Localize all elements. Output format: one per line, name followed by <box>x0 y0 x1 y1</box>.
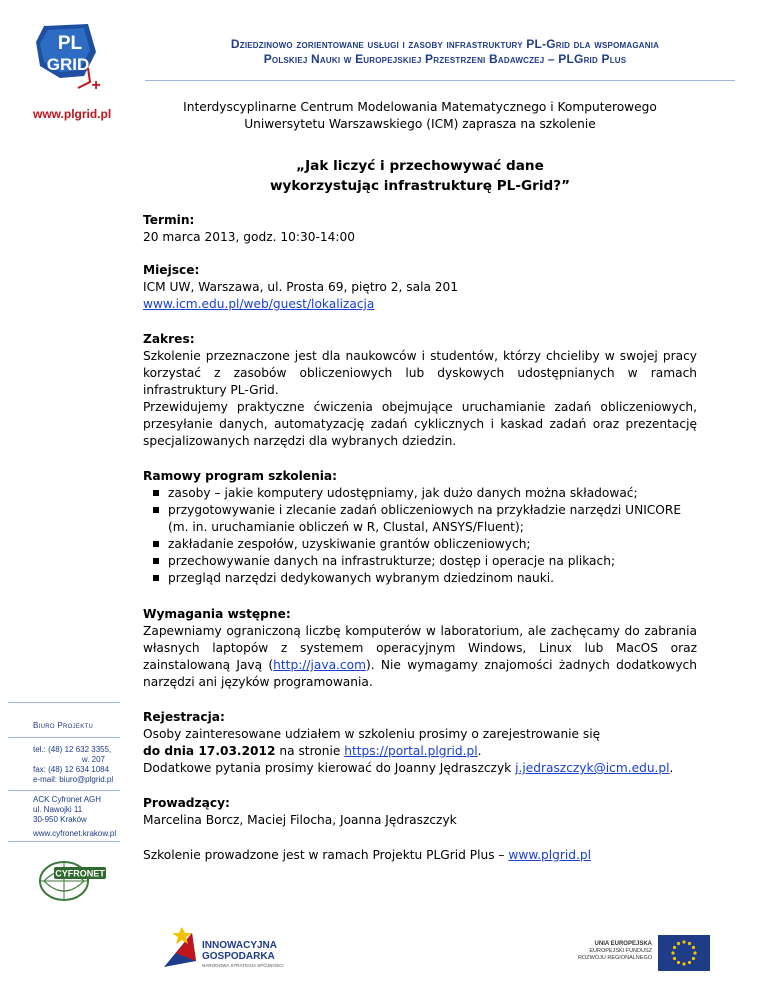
eu-line3: ROZWOJU REGIONALNEGO <box>578 955 652 961</box>
eu-fund-logo <box>570 933 720 975</box>
wymagania-text-part: Zapewniamy ograniczoną liczbę komputerów w laboratorium, ale zachęcamy do zabrania własnych laptopów z systemem operacyjnym Windows, Linux lub MacOS oraz zainstalowaną Javą ( <box>143 624 697 672</box>
site-url[interactable]: www.plgrid.pl <box>33 107 112 121</box>
sidebar-email[interactable]: e-mail: biuro@plgrid.pl <box>33 775 114 784</box>
wymagania-text <box>143 623 697 691</box>
ig-line2: GOSPODARKA <box>202 951 275 962</box>
sidebar-contact <box>33 745 113 785</box>
program-item: zakładanie zespołów, uzyskiwanie grantów obliczeniowych; <box>153 536 697 553</box>
program-label: Ramowy program szkolenia: <box>143 469 338 483</box>
section-zakres <box>143 331 697 450</box>
section-program <box>143 468 697 587</box>
program-list <box>143 485 697 587</box>
ig-line3: NARODOWA STRATEGIA SPÓJNOŚCI <box>202 963 284 968</box>
wymagania-text-part: ). Nie wymagamy znajomości żadnych dodatkowych narzędzi ani języków programowania. <box>143 658 697 689</box>
prowadzacy-value: Marcelina Borcz, Maciej Filocha, Joanna Jędraszczyk <box>143 813 457 827</box>
logo-plus: + <box>91 77 101 94</box>
plgrid-logo <box>30 22 110 98</box>
sidebar-divider <box>8 790 120 791</box>
rejestracja-text-part: Dodatkowe pytania prosimy kierować do Joanny Jędraszczyk <box>143 761 516 775</box>
program-item: zasoby – jakie komputery udostępniamy, jak dużo danych można składować; <box>153 485 697 502</box>
eu-text <box>570 941 652 962</box>
rejestracja-text-part: . <box>477 744 482 758</box>
sidebar-street: ul. Nawojki 11 <box>33 805 83 814</box>
rejestracja-line2 <box>143 743 697 760</box>
sidebar-divider <box>8 841 120 842</box>
portal-link[interactable]: https://portal.plgrid.pl <box>344 744 478 758</box>
rejestracja-label: Rejestracja: <box>143 710 225 724</box>
termin-label: Termin: <box>143 213 195 227</box>
sidebar-city: 30-950 Kraków <box>33 815 87 824</box>
cyfronet-logo <box>36 857 110 903</box>
program-item: przechowywanie danych na infrastrukturze; dostęp i operacje na plikach; <box>153 553 697 570</box>
footer-note-text: Szkolenie prowadzone jest w ramach Projektu PLGrid Plus – <box>143 848 509 862</box>
section-wymagania <box>143 606 697 691</box>
ig-line1: INNOWACYJNA <box>202 940 278 951</box>
logo-text-pl: PL <box>57 33 83 54</box>
sidebar-address <box>33 795 101 825</box>
sidebar-fax: fax: (48) 12 634 1084 <box>33 765 110 774</box>
wymagania-label: Wymagania wstępne: <box>143 607 291 621</box>
miejsce-label: Miejsce: <box>143 263 200 277</box>
section-rejestracja <box>143 709 697 777</box>
zakres-label: Zakres: <box>143 332 195 346</box>
eu-line1: UNIA EUROPEJSKA <box>594 941 652 947</box>
plgrid-link[interactable]: www.plgrid.pl <box>508 848 592 862</box>
zakres-para2: Przewidujemy praktyczne ćwiczenia obejmujące uruchamianie zadań obliczeniowych, przesyłanie danych, automatyzację zadań cyklicznych i kaskad zadań oraz prezentację specjalizowanych narzędzi dla wybranych dziedzin. <box>143 400 697 448</box>
location-link[interactable]: www.icm.edu.pl/web/guest/lokalizacja <box>143 297 375 311</box>
email-link[interactable]: j.jedraszczyk@icm.edu.pl <box>515 761 670 775</box>
logo-text-grid: GRID <box>46 55 90 74</box>
program-item: przegląd narzędzi dedykowanych wybranym dziedzinom nauki. <box>153 570 697 587</box>
section-termin <box>143 212 697 246</box>
event-title <box>143 156 697 196</box>
header-title-line2: Polskiej Nauki w Europejskiej Przestrzeni Badawczej – PLGrid Plus <box>263 52 627 66</box>
intro-line2: Uniwersytetu Warszawskiego (ICM) zaprasza na szkolenie <box>244 117 596 131</box>
sidebar-ext: w. 207 <box>81 755 105 764</box>
sidebar-title: Biuro Projektu <box>33 721 94 730</box>
zakres-para1: Szkolenie przeznaczone jest dla naukowców i studentów, którzy chcieliby w swojej pracy korzystać z zasobów obliczeniowych lub dyskowych udostępnianych w ramach infrastruktury PL-Grid. <box>143 349 697 397</box>
registration-deadline: do dnia 17.03.2012 <box>143 744 276 758</box>
cyfronet-logo-text: CYFRONET <box>55 868 105 879</box>
sidebar-web[interactable]: www.cyfronet.krakow.pl <box>33 829 117 838</box>
header-title <box>150 37 740 67</box>
header-title-line1: Dziedzinowo zorientowane usługi i zasoby infrastruktury PL-Grid dla wspomagania <box>230 37 660 51</box>
rejestracja-text-part: . <box>669 761 674 775</box>
eu-line2: EUROPEJSKI FUNDUSZ <box>589 948 652 954</box>
termin-value: 20 marca 2013, godz. 10:30-14:00 <box>143 230 355 244</box>
eu-flag-icon <box>658 935 710 971</box>
sidebar-org: ACK Cyfronet AGH <box>33 795 102 804</box>
intro-line1: Interdyscyplinarne Centrum Modelowania Matematycznego i Komputerowego <box>183 100 657 114</box>
section-miejsce <box>143 262 697 313</box>
innowacyjna-gospodarka-logo <box>162 923 297 973</box>
rejestracja-line3 <box>143 760 697 777</box>
section-prowadzacy <box>143 795 697 829</box>
sidebar-divider <box>8 737 120 738</box>
rejestracja-text-part: na stronie <box>275 744 345 758</box>
sidebar-divider <box>8 702 120 703</box>
program-item: przygotowywanie i zlecanie zadań obliczeniowych na przykładzie narzędzi UNICORE (m. in. uruchamianie obliczeń w R, Clustal, ANSYS/Fluent); <box>153 502 697 536</box>
event-title-line1: „Jak liczyć i przechowywać dane <box>296 158 544 174</box>
sidebar-tel: tel.: (48) 12 632 3355, <box>33 745 112 754</box>
prowadzacy-label: Prowadzący: <box>143 796 230 810</box>
intro <box>143 99 697 133</box>
miejsce-value: ICM UW, Warszawa, ul. Prosta 69, piętro 2, sala 201 <box>143 280 459 294</box>
rejestracja-line1: Osoby zainteresowane udziałem w szkoleniu prosimy o zarejestrowanie się <box>143 727 601 741</box>
footer-note <box>143 847 697 864</box>
java-link[interactable]: http://java.com <box>273 658 366 672</box>
event-title-line2: wykorzystując infrastrukturę PL-Grid?” <box>269 178 571 194</box>
header-divider <box>145 80 735 81</box>
